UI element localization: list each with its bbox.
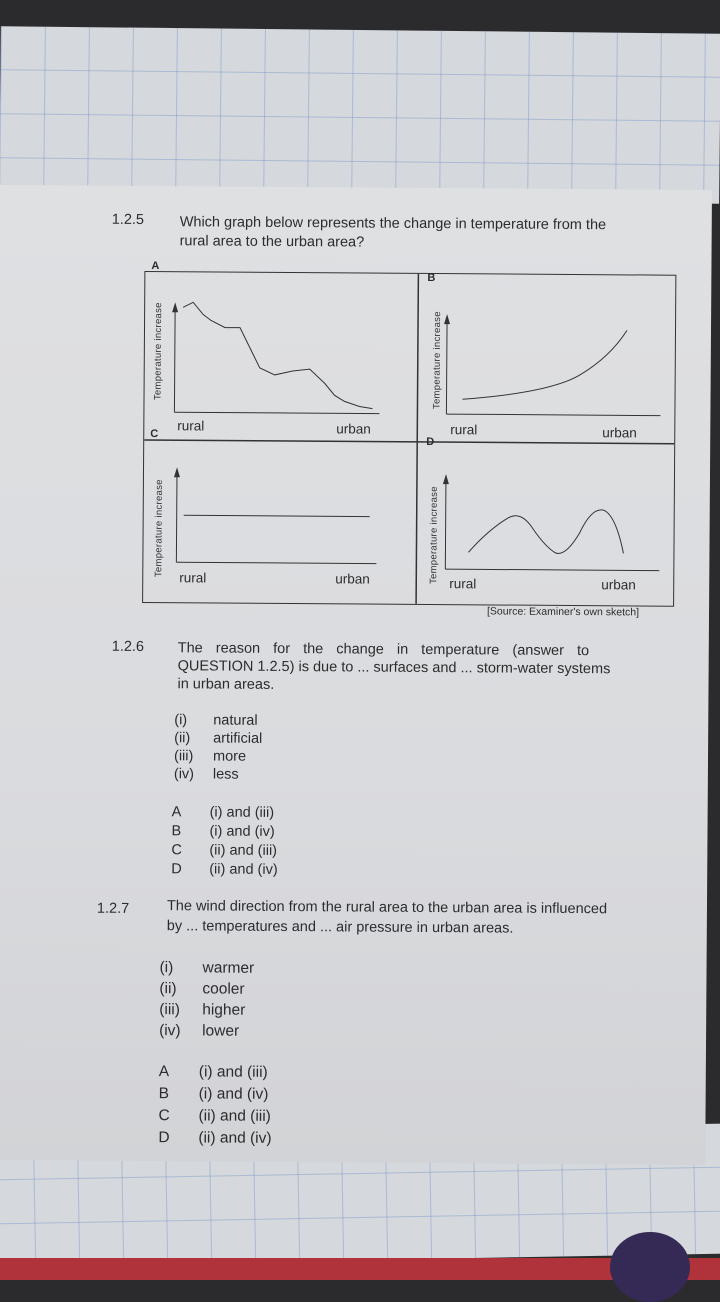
dark-object xyxy=(610,1232,690,1302)
graph-b-x-label-rural: rural xyxy=(450,422,478,438)
graph-a-y-axis-label: Temperature increase xyxy=(152,302,165,401)
question-1-2-5-line-1: Which graph below represents the change in temperature from the xyxy=(179,214,607,234)
graph-a-x-label-rural: rural xyxy=(177,418,205,434)
option-numeral: (iii) xyxy=(159,1001,180,1019)
answer-choice: (i) and (iii) xyxy=(209,804,275,821)
grid-paper-background-top xyxy=(0,26,720,204)
graph-d-x-label-urban: urban xyxy=(601,577,636,593)
question-1-2-7-line-2: by ... temperatures and ... air pressure in urban areas. xyxy=(166,918,514,937)
answer-letter: C xyxy=(158,1107,170,1125)
option-text: more xyxy=(212,748,247,765)
answer-choice: (i) and (iv) xyxy=(198,1085,269,1103)
answer-letter: A xyxy=(171,804,182,821)
question-1-2-5-line-2: rural area to the urban area? xyxy=(179,233,365,251)
option-numeral: (iii) xyxy=(173,748,194,765)
option-text: cooler xyxy=(202,980,245,998)
graph-d-x-label-rural: rural xyxy=(449,576,477,592)
graph-d-y-axis-label: Temperature increase xyxy=(428,486,440,585)
answer-letter: D xyxy=(158,1129,170,1147)
answer-letter: B xyxy=(171,823,182,840)
answer-letter: A xyxy=(158,1063,170,1081)
answer-choice: (ii) and (iv) xyxy=(209,861,278,878)
option-numeral: (i) xyxy=(174,712,188,729)
graph-letter-a: A xyxy=(151,260,160,273)
option-text: natural xyxy=(213,712,258,729)
question-1-2-6-line-2: QUESTION 1.2.5) is due to ... surfaces and ... storm-water systems xyxy=(177,658,611,678)
option-text: higher xyxy=(202,1001,246,1019)
graph-b-y-axis-label: Temperature increase xyxy=(431,311,444,410)
option-text: artificial xyxy=(213,730,263,747)
option-numeral: (ii) xyxy=(174,730,191,747)
question-1-2-7-line-1: The wind direction from the rural area to the urban area is influenced xyxy=(166,898,608,918)
answer-letter: D xyxy=(171,861,182,878)
question-number-1-2-5: 1.2.5 xyxy=(111,211,145,229)
graph-c-x-label-rural: rural xyxy=(179,570,207,586)
option-numeral: (ii) xyxy=(159,980,177,998)
answer-letter: C xyxy=(171,842,182,859)
question-number-1-2-6: 1.2.6 xyxy=(111,638,145,656)
exam-sheet xyxy=(0,185,712,1165)
graph-panel xyxy=(142,260,676,607)
graph-c-y-axis-label: Temperature increase xyxy=(153,479,165,578)
graph-c xyxy=(173,467,377,563)
answer-choice: (ii) and (iii) xyxy=(198,1107,271,1125)
graph-b xyxy=(443,314,661,416)
source-note: [Source: Examiner's own sketch] xyxy=(486,605,640,619)
graph-letter-b: B xyxy=(427,271,436,285)
answer-choice: (i) and (iii) xyxy=(198,1063,268,1081)
graph-a xyxy=(171,302,380,413)
graph-a-x-label-urban: urban xyxy=(336,421,371,437)
graph-sketches xyxy=(143,272,675,606)
graph-d xyxy=(442,474,660,571)
answer-choice: (i) and (iv) xyxy=(209,823,275,840)
option-text: warmer xyxy=(202,959,255,977)
answer-choice: (ii) and (iv) xyxy=(198,1129,272,1147)
question-number-1-2-7: 1.2.7 xyxy=(96,900,130,917)
option-text: less xyxy=(212,766,239,783)
answer-choice: (ii) and (iii) xyxy=(209,842,278,859)
graph-c-x-label-urban: urban xyxy=(335,571,370,587)
question-1-2-6-line-3: in urban areas. xyxy=(177,676,275,693)
question-1-2-6-line-1: The reason for the change in temperature (answer to xyxy=(177,640,590,660)
graph-letter-c: C xyxy=(150,428,159,441)
option-text: lower xyxy=(202,1022,240,1040)
graph-b-x-label-urban: urban xyxy=(602,425,637,441)
answer-letter: B xyxy=(158,1085,170,1103)
option-numeral: (i) xyxy=(159,959,174,977)
option-numeral: (iv) xyxy=(159,1022,181,1040)
graph-letter-d: D xyxy=(426,435,435,449)
option-numeral: (iv) xyxy=(173,766,195,783)
